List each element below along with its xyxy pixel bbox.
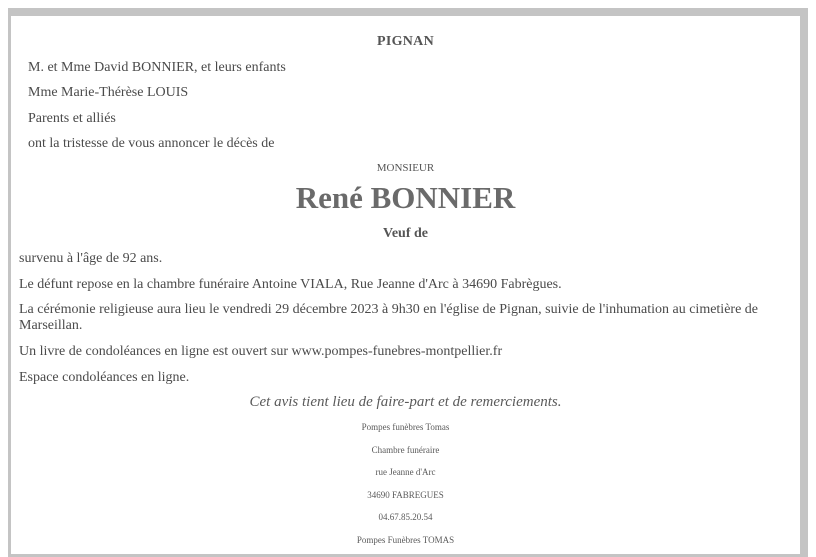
- announcement-line: ont la tristesse de vous annoncer le décès de: [28, 136, 275, 151]
- footer-line: Chambre funéraire: [371, 445, 440, 455]
- age-paragraph: survenu à l'âge de 92 ans.: [19, 251, 163, 266]
- deceased-name: René BONNIER: [295, 180, 516, 215]
- obituary-frame: [8, 8, 808, 557]
- deceased-title: MONSIEUR: [376, 162, 435, 174]
- repose-paragraph: Le défunt repose en la chambre funéraire Antoine VIALA, Rue Jeanne d'Arc à 34690 Fabrègues.: [19, 277, 562, 292]
- obituary-content: [11, 16, 800, 554]
- footer-line: Pompes Funèbres TOMAS: [356, 535, 455, 545]
- town-heading: PIGNAN: [376, 34, 435, 49]
- condolences-space-link[interactable]: Espace condoléances en ligne.: [19, 370, 190, 385]
- deceased-status: Veuf de: [383, 226, 428, 241]
- ceremony-paragraph: La cérémonie religieuse aura lieu le vendredi 29 décembre 2023 à 9h30 en l'église de Pignan, suivie de l'inhumation au cimetière de Marseillan.: [19, 302, 758, 333]
- footer-line: Pompes funèbres Tomas: [361, 422, 450, 432]
- family-line: M. et Mme David BONNIER, et leurs enfants: [28, 60, 286, 75]
- notice-text: Cet avis tient lieu de faire-part et de remerciements.: [249, 394, 562, 410]
- family-line: Parents et alliés: [28, 111, 116, 126]
- family-line: Mme Marie-Thérèse LOUIS: [28, 85, 189, 100]
- footer-line: 34690 FABREGUES: [367, 490, 444, 500]
- footer-phone: 04.67.85.20.54: [378, 512, 433, 522]
- condolences-book-paragraph: Un livre de condoléances en ligne est ouvert sur www.pompes-funebres-montpellier.fr: [19, 344, 503, 359]
- footer-line: rue Jeanne d'Arc: [375, 467, 436, 477]
